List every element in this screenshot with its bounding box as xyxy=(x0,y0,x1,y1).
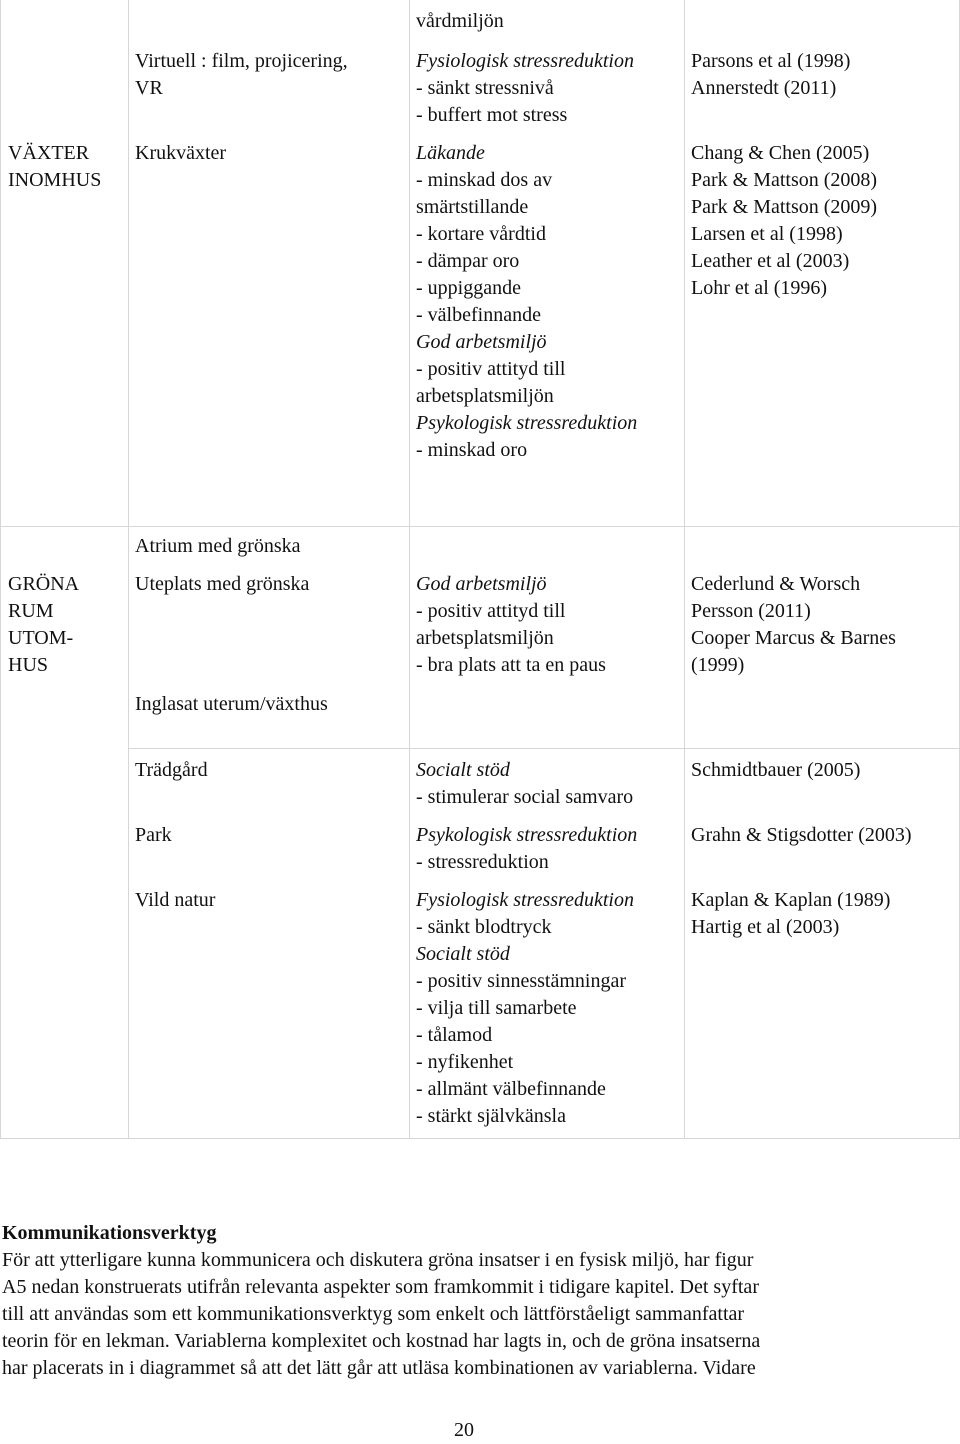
effects-virtuell xyxy=(416,48,634,129)
category-vaxter-inomhus: VÄXTER INOMHUS xyxy=(8,142,102,191)
effect-item: smärtstillande xyxy=(416,196,529,218)
effect-item: - tålamod xyxy=(416,1024,493,1046)
section-heading: Kommunikationsverktyg xyxy=(2,1222,217,1244)
effect-category: God arbetsmiljö xyxy=(416,573,547,595)
effect-item: - buffert mot stress xyxy=(416,104,568,126)
effect-item: - dämpar oro xyxy=(416,250,520,272)
effect-category: Fysiologisk stressreduktion xyxy=(416,889,634,911)
effect-category: Socialt stöd xyxy=(416,759,510,781)
environment-atrium: Atrium med grönska xyxy=(135,535,301,557)
references-krukvaxter: Chang & Chen (2005) Park & Mattson (2008) Park & Mattson (2009) Larsen et al (1998) Leather et al (2003) Lohr et al (1996) xyxy=(691,142,878,299)
effect-item: - sänkt blodtryck xyxy=(416,916,552,938)
references-vild-natur: Kaplan & Kaplan (1989) Hartig et al (2003) xyxy=(691,889,891,938)
effect-item: - allmänt välbefinnande xyxy=(416,1078,606,1100)
effects-tradgard xyxy=(416,757,633,811)
section-paragraph: För att ytterligare kunna kommunicera och diskutera gröna insatser i en fysisk miljö, har figur A5 nedan konstruerats utifrån relevanta aspekter som framkommit i tidigare kapitel. Det syftar till att användas som ett kommunikationsverktyg som enkelt och lättförståeligt sammanfattar teorin för en lekman. Variablerna komplexitet och kostnad har lagts in, och de gröna insatserna har placerats in i diagrammet så att det lätt går att utläsa kombinationen av variablerna. Vidare xyxy=(2,1249,761,1379)
effect-item: - positiv attityd till xyxy=(416,358,566,380)
effect-item: - kortare vårdtid xyxy=(416,223,546,245)
effect-item: - vilja till samarbete xyxy=(416,997,577,1019)
category-grona-rum-utomhus: GRÖNA RUM UTOM- HUS xyxy=(8,573,80,676)
effect-item: - bra plats att ta en paus xyxy=(416,654,606,676)
environment-tradgard: Trädgård xyxy=(135,759,208,781)
environment-krukvaxter: Krukväxter xyxy=(135,142,227,164)
environment-uteplats: Uteplats med grönska xyxy=(135,573,310,595)
effect-category: Fysiologisk stressreduktion xyxy=(416,50,634,72)
effect-category: Läkande xyxy=(416,142,485,164)
effect-category: Psykologisk stressreduktion xyxy=(416,412,638,434)
effect-item: - välbefinnande xyxy=(416,304,541,326)
references-uteplats: Cederlund & Worsch Persson (2011) Cooper Marcus & Barnes (1999) xyxy=(691,573,896,676)
effect-item: arbetsplatsmiljön xyxy=(416,385,554,407)
effect-continued-text: vårdmiljön xyxy=(416,10,504,32)
effect-category: Socialt stöd xyxy=(416,943,510,965)
references-park: Grahn & Stigsdotter (2003) xyxy=(691,824,912,846)
effect-item: - stärkt självkänsla xyxy=(416,1105,566,1127)
effect-item: - positiv attityd till xyxy=(416,600,566,622)
page-number: 20 xyxy=(454,1419,474,1441)
effect-item: - nyfikenhet xyxy=(416,1051,514,1073)
references-tradgard: Schmidtbauer (2005) xyxy=(691,759,861,781)
effect-item: - sänkt stressnivå xyxy=(416,77,554,99)
effects-park xyxy=(416,822,637,876)
effect-item: - stressreduktion xyxy=(416,851,549,873)
references-virtuell: Parsons et al (1998) Annerstedt (2011) xyxy=(691,50,851,99)
effects-uteplats xyxy=(416,571,606,679)
effects-vild-natur xyxy=(416,887,634,1130)
effect-item: - stimulerar social samvaro xyxy=(416,786,634,808)
effect-item: - minskad dos av xyxy=(416,169,553,191)
effect-item: - uppiggande xyxy=(416,277,521,299)
effect-item: arbetsplatsmiljön xyxy=(416,627,554,649)
environment-park: Park xyxy=(135,824,172,846)
effect-category: God arbetsmiljö xyxy=(416,331,547,353)
effect-item: - minskad oro xyxy=(416,439,528,461)
environment-inglasat: Inglasat uterum/växthus xyxy=(135,693,328,715)
environment-vild-natur: Vild natur xyxy=(135,889,216,911)
effect-item: - positiv sinnesstämningar xyxy=(416,970,626,992)
environment-virtuell: Virtuell : film, projicering, VR xyxy=(135,50,348,99)
effect-category: Psykologisk stressreduktion xyxy=(416,824,638,846)
effects-krukvaxter xyxy=(416,140,637,464)
